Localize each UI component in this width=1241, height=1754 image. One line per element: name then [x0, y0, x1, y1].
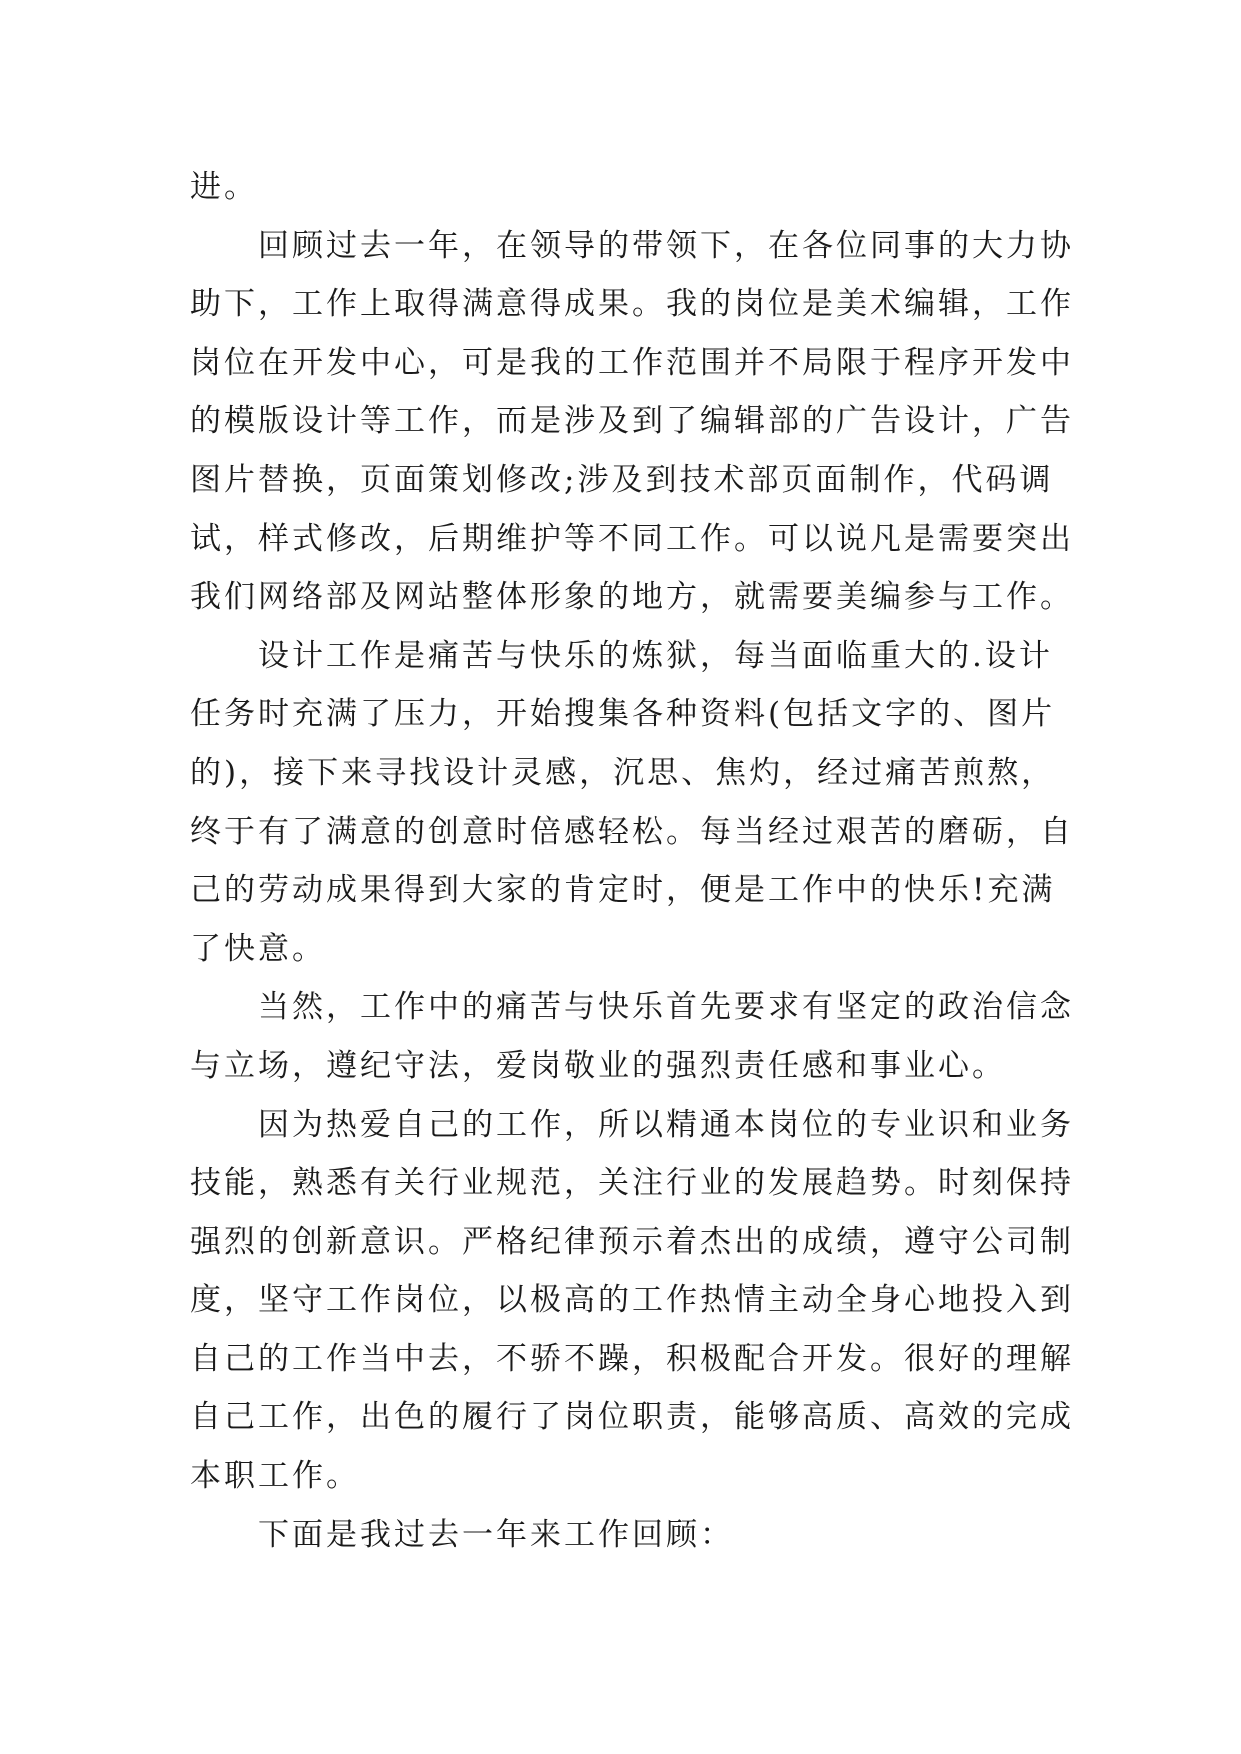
text-line: 任务时充满了压力，开始搜集各种资料(包括文字的、图片 [190, 696, 1056, 733]
text-line: 己的劳动成果得到大家的肯定时，便是工作中的快乐!充满 [190, 872, 1056, 909]
text-line: 我们网络部及网站整体形象的地方，就需要美编参与工作。 [190, 579, 1074, 616]
text-line: 自己的工作当中去，不骄不躁，积极配合开发。很好的理解 [190, 1340, 1074, 1377]
text-line: 与立场，遵纪守法，爱岗敬业的强烈责任感和事业心。 [190, 1047, 1006, 1084]
text-line: 终于有了满意的创意时倍感轻松。每当经过艰苦的磨砺，自 [190, 813, 1074, 850]
text-line: 的模版设计等工作，而是涉及到了编辑部的广告设计，广告 [190, 403, 1074, 440]
text-line: 进。 [190, 169, 258, 205]
text-line: 试，样式修改，后期维护等不同工作。可以说凡是需要突出 [190, 520, 1074, 557]
paragraph-start-line: 当然，工作中的痛苦与快乐首先要求有坚定的政治信念 [258, 989, 1074, 1026]
text-line: 度，坚守工作岗位，以极高的工作热情主动全身心地投入到 [190, 1282, 1074, 1319]
text-line: 自己工作，出色的履行了岗位职责，能够高质、高效的完成 [190, 1399, 1074, 1436]
text-line: 助下，工作上取得满意得成果。我的岗位是美术编辑，工作 [190, 286, 1074, 323]
text-line: 技能，熟悉有关行业规范，关注行业的发展趋势。时刻保持 [190, 1165, 1074, 1202]
paragraph-start-line: 因为热爱自己的工作，所以精通本岗位的专业识和业务 [258, 1106, 1074, 1143]
paragraph-start-line: 回顾过去一年，在领导的带领下，在各位同事的大力协 [258, 227, 1074, 264]
text-line: 图片替换，页面策划修改;涉及到技术部页面制作，代码调 [190, 461, 1054, 498]
text-line: 强烈的创新意识。严格纪律预示着杰出的成绩，遵守公司制 [190, 1223, 1074, 1260]
text-line: 的)，接下来寻找设计灵感，沉思、焦灼，经过痛苦煎熬， [190, 754, 1056, 791]
text-line: 岗位在开发中心，可是我的工作范围并不局限于程序开发中 [190, 344, 1074, 381]
text-line: 本职工作。 [190, 1458, 360, 1495]
paragraph-start-line: 设计工作是痛苦与快乐的炼狱，每当面临重大的.设计 [258, 637, 1053, 674]
body-text [190, 158, 1074, 1564]
paragraph-start-line: 下面是我过去一年来工作回顾： [258, 1516, 734, 1553]
text-line: 了快意。 [190, 930, 326, 967]
